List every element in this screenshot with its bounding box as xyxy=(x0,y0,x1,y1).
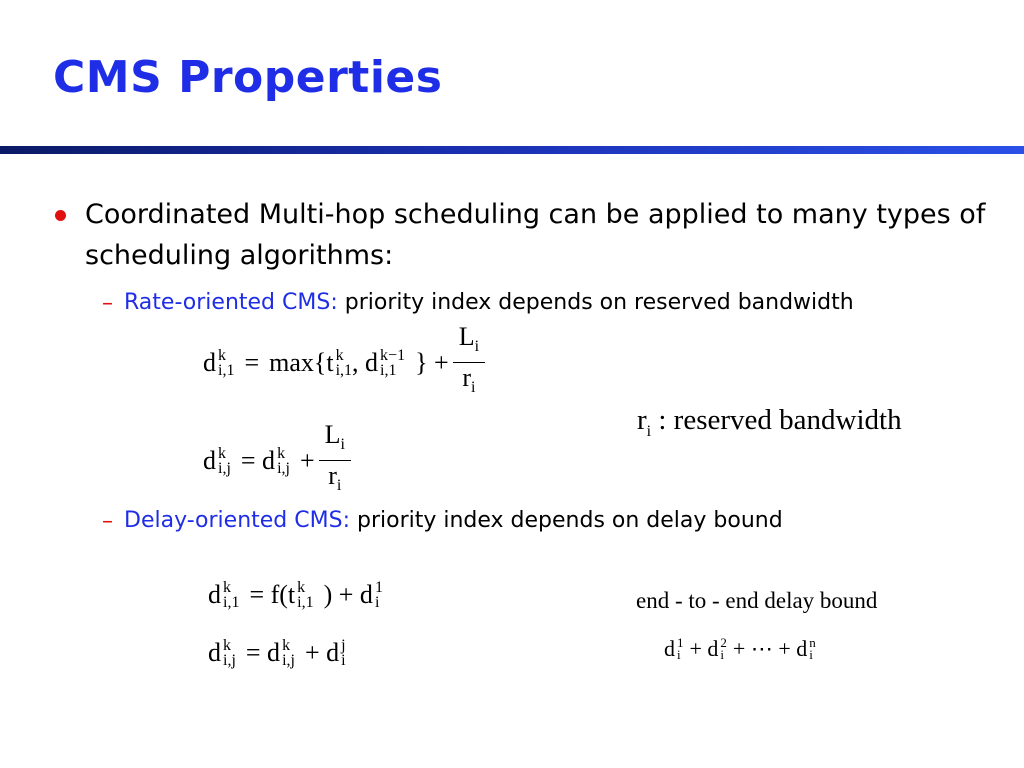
eq2-equals-d: = d xyxy=(240,445,276,475)
eq1-max: max{t xyxy=(269,347,334,377)
eq3-d-sub: i xyxy=(374,594,380,611)
sum-d1-sup: 1 xyxy=(677,635,684,650)
sum-d2-sub: i xyxy=(720,647,725,662)
sum-dn-sup: n xyxy=(809,635,816,650)
sum-d1: d xyxy=(664,636,675,661)
eq3-lhs: d xyxy=(208,580,221,609)
eq3-lhs-sup: k xyxy=(223,579,231,596)
note-r-sub: i xyxy=(646,422,652,440)
eq4-lhs-sub: i,j xyxy=(223,652,236,669)
sum-ellipsis-dn: + ⋯ + d xyxy=(732,636,808,661)
sum-dn-sub: i xyxy=(809,647,813,662)
sub-bullet-rate xyxy=(124,288,854,318)
eq1-lhs-sup: k xyxy=(218,346,226,364)
eq1-frac-den-sub: i xyxy=(471,379,476,397)
equation-rate-first-hop xyxy=(203,322,489,403)
eq2-frac-den: r xyxy=(328,461,337,491)
eq1-fraction xyxy=(453,322,485,403)
eq4-equals-d: = d xyxy=(245,638,281,667)
sum-plus-d2: + d xyxy=(689,636,719,661)
eq3-d-sup: 1 xyxy=(374,579,383,596)
delay-bound-note: end - to - end delay bound xyxy=(636,588,878,613)
eq1-lhs: d xyxy=(203,347,216,377)
eq3-t-sup: k xyxy=(297,579,306,596)
eq1-frac-num-sub: i xyxy=(474,338,480,356)
eq1-lhs-sub: i,1 xyxy=(218,361,235,379)
equation-rate-hop-j xyxy=(203,420,355,501)
eq3-equals-f: = f(t xyxy=(249,580,296,609)
slide-title: CMS Properties xyxy=(53,52,443,103)
eq4-plus-d: + d xyxy=(304,638,340,667)
note-r: r xyxy=(637,404,647,436)
eq1-t-sup: k xyxy=(335,346,344,364)
reserved-bandwidth-note xyxy=(637,404,902,441)
eq2-lhs-sup: k xyxy=(218,444,226,462)
sub-bullet-delay xyxy=(124,506,783,536)
main-bullet-text: Coordinated Multi-hop scheduling can be applied to many types of scheduling algorithms: xyxy=(85,199,986,271)
eq1-frac-num: L xyxy=(458,322,475,351)
title-divider xyxy=(0,146,1024,154)
eq1-equals: = xyxy=(244,347,260,377)
equation-delay-first-hop xyxy=(208,580,383,610)
delay-bound-sum xyxy=(664,636,816,662)
eq4-rhs-sub: i,j xyxy=(282,652,295,669)
eq2-plus: + xyxy=(299,445,315,475)
eq2-frac-num-sub: i xyxy=(340,436,345,454)
eq2-frac-num: L xyxy=(324,420,341,449)
sub-bullet-dash: – xyxy=(102,291,113,316)
eq4-rhs-sup: k xyxy=(282,637,291,654)
sub-bullet-dash: – xyxy=(102,509,113,534)
equation-delay-hop-j xyxy=(208,638,346,668)
eq4-lhs-sup: k xyxy=(223,637,231,654)
rate-oriented-label: Rate-oriented CMS: xyxy=(124,290,338,315)
eq3-t-sub: i,1 xyxy=(297,594,314,611)
eq2-lhs-sub: i,j xyxy=(218,459,231,477)
eq1-d-sub: i,1 xyxy=(380,361,397,379)
eq1-frac-den: r xyxy=(462,363,472,393)
delay-oriented-label: Delay-oriented CMS: xyxy=(124,508,350,533)
sum-d1-sub: i xyxy=(677,647,681,662)
eq2-rhs-sup: k xyxy=(277,444,286,462)
delay-oriented-text: priority index depends on delay bound xyxy=(356,508,783,533)
bullet-dot-icon xyxy=(55,210,66,221)
eq3-close: ) + d xyxy=(323,580,373,609)
eq2-frac-den-sub: i xyxy=(336,477,342,495)
eq1-t-sub: i,1 xyxy=(335,361,353,379)
eq1-close: } + xyxy=(415,347,449,377)
eq4-d-sup: j xyxy=(341,637,346,654)
eq1-d-sup: k−1 xyxy=(380,346,406,364)
eq3-lhs-sub: i,1 xyxy=(223,594,240,611)
sum-d2-sup: 2 xyxy=(720,635,727,650)
eq2-lhs: d xyxy=(203,445,216,475)
eq1-comma-d: , d xyxy=(352,347,379,377)
eq2-rhs-sub: i,j xyxy=(277,459,290,477)
eq2-fraction xyxy=(319,420,351,501)
eq4-d-sub: i xyxy=(341,652,346,669)
eq4-lhs: d xyxy=(208,638,221,667)
note-r-text: : reserved bandwidth xyxy=(658,404,902,436)
rate-oriented-text: priority index depends on reserved bandwidth xyxy=(344,290,854,315)
